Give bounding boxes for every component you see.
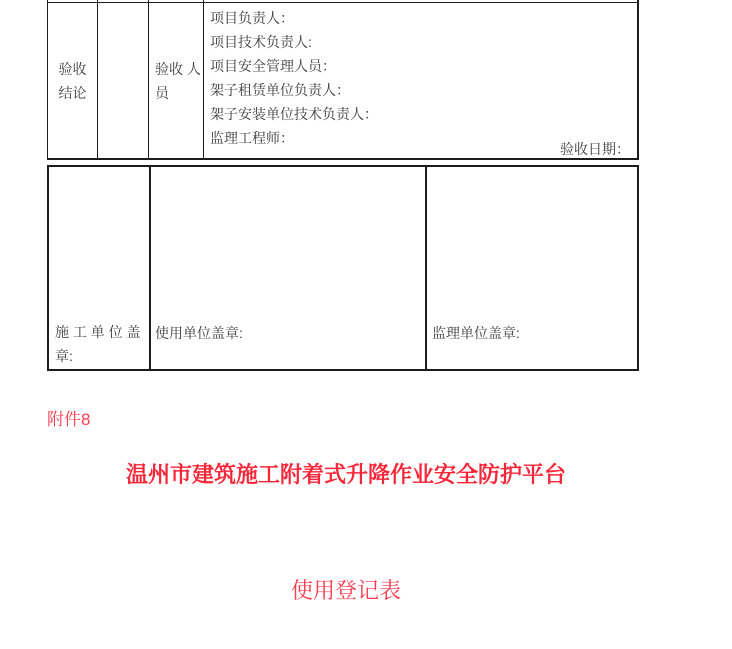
t1-divider-2 bbox=[148, 0, 149, 158]
user-seal-label: 使用单位盖章: bbox=[155, 325, 243, 341]
supervision-seal-label: 监理单位盖章: bbox=[432, 325, 520, 341]
personnel-line-rental-manager: 架子租赁单位负责人： bbox=[210, 82, 350, 98]
personnel-line-installation-manager: 架子安装单位技术负责人： bbox=[210, 106, 378, 122]
t2-divider-1 bbox=[149, 167, 151, 369]
conclusion-cell bbox=[48, 3, 97, 158]
t2-divider-2 bbox=[425, 167, 427, 369]
conclusion-label: 验收结论 bbox=[58, 60, 87, 101]
construction-seal-label: 施 工 单 位 盖 章: bbox=[55, 324, 141, 364]
attachment-label: 附件8 bbox=[47, 410, 91, 429]
personnel-label: 验收 人员 bbox=[155, 60, 201, 101]
personnel-line-technical-manager: 项目技术负责人: bbox=[210, 34, 312, 50]
personnel-list bbox=[210, 6, 630, 150]
personnel-cell bbox=[155, 3, 203, 158]
document-subtitle: 使用登记表 bbox=[290, 578, 401, 603]
t1-right-border bbox=[637, 0, 639, 160]
personnel-line-supervising-engineer: 监理工程师： bbox=[210, 130, 294, 146]
personnel-line-project-manager: 项目负责人： bbox=[210, 10, 294, 26]
conclusion-result-cell bbox=[98, 3, 148, 158]
document-title: 温州市建筑施工附着式升降作业安全防护平台 bbox=[125, 462, 566, 487]
acceptance-date-label: 验收日期： bbox=[560, 141, 630, 157]
personnel-line-safety-manager: 项目安全管理人员： bbox=[210, 58, 336, 74]
t1-divider-3 bbox=[203, 0, 204, 158]
